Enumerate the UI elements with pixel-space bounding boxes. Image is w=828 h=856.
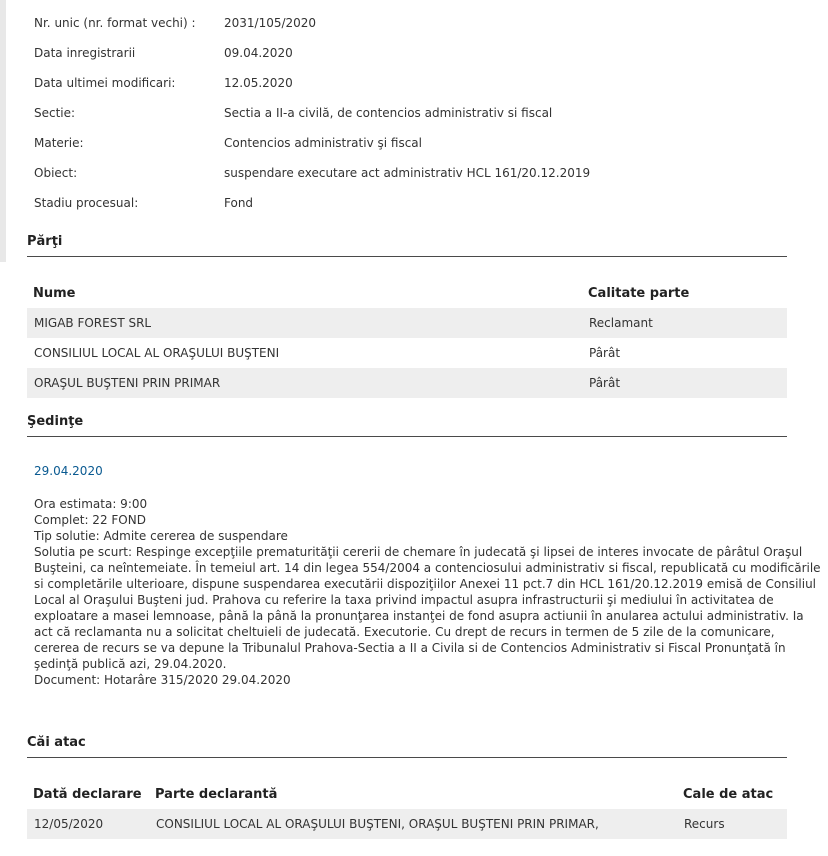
- info-row-data-modificari: [34, 73, 794, 93]
- info-value: suspendare executare act administrativ HCL 161/20.12.2019: [224, 166, 591, 180]
- party-role: Pârât: [589, 346, 621, 360]
- table-row: [27, 809, 787, 839]
- table-row: [27, 338, 787, 368]
- session-line: Complet: 22 FOND: [34, 513, 146, 527]
- info-label: Data ultimei modificari:: [34, 76, 176, 90]
- appeal-date: 12/05/2020: [27, 809, 149, 839]
- section-title-parti: Părţi: [27, 234, 787, 257]
- info-value: 12.05.2020: [224, 76, 293, 90]
- session-details: [34, 496, 821, 688]
- party-name: ORAŞUL BUŞTENI PRIN PRIMAR: [27, 368, 582, 398]
- column-header-cale: Cale de atac: [683, 786, 774, 802]
- info-label: Sectie:: [34, 106, 76, 120]
- section-title-cai-atac: Căi atac: [27, 735, 787, 758]
- info-label: Data inregistrarii: [34, 46, 136, 60]
- info-row-data-inregistrarii: [34, 43, 794, 63]
- info-row-obiect: [34, 163, 794, 183]
- session-line: Ora estimata: 9:00: [34, 497, 148, 511]
- session-line: si completările ulterioare, dispune suspendarea executării dispoziţiilor Anexei 11 pct.7 din HCL 161/20.12.2019 emisă de Consiliul: [34, 577, 817, 591]
- parti-table: [27, 278, 787, 398]
- session-line: Solutia pe scurt: Respinge excepţiile prematurităţii cererii de chemare în judecată şi lipsei de interes invocate de pârâtul Oraşul: [34, 545, 803, 559]
- party-name: CONSILIUL LOCAL AL ORAŞULUI BUŞTENI: [34, 346, 280, 360]
- left-border-strip: [0, 0, 6, 262]
- session-line: Local al Oraşului Buşteni jud. Prahova cu referire la taxa privind impactul asupra infrastructurii şi mediului în activitatea de: [34, 593, 774, 607]
- info-row-nr-unic: [34, 13, 794, 33]
- column-header-data: Dată declarare: [33, 786, 142, 802]
- table-header-row: [27, 278, 787, 308]
- info-label: Materie:: [34, 136, 84, 150]
- session-line: Buşteini, ca neîntemeiate. În temeiul art. 14 din legea 554/2004 a contenciosului administrativ si fiscal, republicată cu modificările: [34, 561, 821, 575]
- info-value: 2031/105/2020: [224, 16, 317, 30]
- appeal-type: Recurs: [677, 809, 787, 839]
- session-line: act că reclamanta nu a solicitat cheltuieli de judecată. Executorie. Cu drept de recurs in termen de 5 zile de la comunicare,: [34, 625, 775, 639]
- info-label: Stadiu procesual:: [34, 196, 139, 210]
- info-row-sectie: [34, 103, 794, 123]
- info-value: Sectia a II-a civilă, de contencios administrativ si fiscal: [224, 106, 553, 120]
- column-header-parte: Parte declarantă: [155, 786, 278, 802]
- info-value: 09.04.2020: [224, 46, 293, 60]
- party-role: Pârât: [582, 368, 787, 398]
- session-line: Tip solutie: Admite cererea de suspendare: [34, 529, 288, 543]
- info-label: Nr. unic (nr. format vechi) :: [34, 16, 196, 30]
- column-header-calitate: Calitate parte: [588, 285, 690, 301]
- cai-atac-table: [27, 779, 787, 839]
- session-line: exploatare a masei lemnoase, până la până la pronunţarea instanţei de fond asupra actiunii în anularea actului administrativ. Ia: [34, 609, 804, 623]
- session-line: şedinţă publică azi, 29.04.2020.: [34, 657, 227, 671]
- table-row: [27, 308, 787, 338]
- table-row: [27, 368, 787, 398]
- session-line: Document: Hotarâre 315/2020 29.04.2020: [34, 673, 291, 687]
- info-row-stadiu: [34, 193, 794, 213]
- info-value: Fond: [224, 196, 254, 210]
- info-row-materie: [34, 133, 794, 153]
- info-value: Contencios administrativ şi fiscal: [224, 136, 422, 150]
- session-line: cererea de recurs se va depune la Tribunalul Prahova-Sectia a II a Civila si de Contencios Administrativ si Fiscal Pronunţată în: [34, 641, 786, 655]
- table-header-row: [27, 779, 787, 809]
- party-name: MIGAB FOREST SRL: [27, 308, 582, 338]
- info-label: Obiect:: [34, 166, 78, 180]
- party-role: Reclamant: [582, 308, 787, 338]
- session-date-link[interactable]: 29.04.2020: [34, 464, 103, 478]
- column-header-nume: Nume: [33, 285, 76, 301]
- appeal-party: CONSILIUL LOCAL AL ORAŞULUI BUŞTENI, ORAŞUL BUŞTENI PRIN PRIMAR,: [149, 809, 677, 839]
- section-title-sedinte: Şedinţe: [27, 414, 787, 437]
